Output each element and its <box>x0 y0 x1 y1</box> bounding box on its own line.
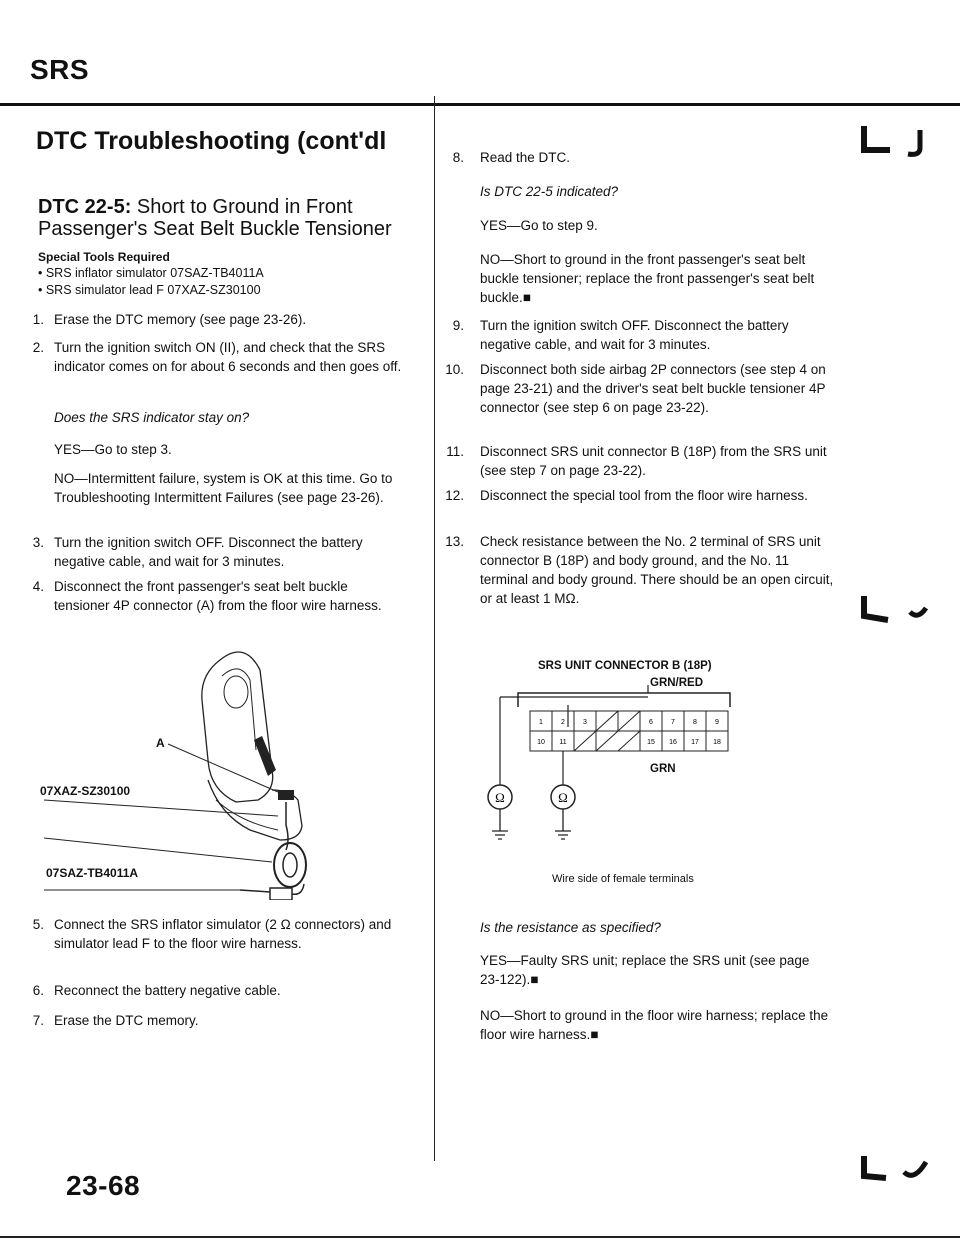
step8-question: Is DTC 22-5 indicated? <box>480 184 619 199</box>
step-text: Turn the ignition switch OFF. Disconnect the battery negative cable, and wait for 3 minutes. <box>54 535 363 569</box>
step-number: 3. <box>32 535 44 550</box>
dtc-heading <box>38 196 392 240</box>
pin-3: 3 <box>583 719 587 726</box>
step-text: Read the DTC. <box>480 150 571 165</box>
pin-8: 8 <box>693 719 697 726</box>
pin-18: 18 <box>713 739 721 746</box>
footer-rule <box>0 1236 960 1238</box>
step-text: Disconnect the front passenger's seat belt buckle tensioner 4P connector (A) from the floor wire harness. <box>54 579 382 613</box>
step-number: 7. <box>32 1013 44 1028</box>
label-simulator: 07SAZ-TB4011A <box>46 866 139 880</box>
pin-6: 6 <box>649 719 653 726</box>
step-number: 12. <box>445 488 464 503</box>
step-5 <box>20 915 404 975</box>
step-number: 2. <box>32 340 44 355</box>
corner-mark-icon <box>860 1150 940 1190</box>
step2-question: Does the SRS indicator stay on? <box>54 410 250 425</box>
corner-mark-icon <box>860 590 940 630</box>
step-number: 6. <box>32 983 44 998</box>
dtc-code: DTC 22-5: <box>38 196 132 218</box>
pin-10: 10 <box>537 739 545 746</box>
pin-16: 16 <box>669 739 677 746</box>
pin-1: 1 <box>539 719 543 726</box>
page-number: 23-68 <box>66 1170 141 1201</box>
step8-no: NO—Short to ground in the front passenger's seat belt buckle tensioner; replace the front passenger's seat belt buckle.■ <box>480 252 815 305</box>
step8-yes: YES—Go to step 9. <box>480 218 598 233</box>
step-number: 10. <box>445 362 464 377</box>
step-number: 4. <box>32 579 44 594</box>
step-7 <box>20 1011 404 1031</box>
pin-15: 15 <box>647 739 655 746</box>
step2-no: NO—Intermittent failure, system is OK at this time. Go to Troubleshooting Intermittent Failures (see page 23-26). <box>54 471 393 505</box>
tool-item: • SRS inflator simulator 07SAZ-TB4011A <box>38 266 264 280</box>
svg-text:Ω: Ω <box>495 790 505 805</box>
corner-mark-icon <box>860 120 940 160</box>
step13-yes: YES—Faulty SRS unit; replace the SRS unit (see page 23-122).■ <box>480 953 810 987</box>
step-text: Disconnect SRS unit connector B (18P) from the SRS unit (see step 7 on page 23-22). <box>480 444 827 478</box>
connector-pinout-icon <box>470 685 770 885</box>
connector-title: SRS UNIT CONNECTOR B (18P) <box>538 660 712 672</box>
dtc-desc-line2: Passenger's Seat Belt Buckle Tensioner <box>38 218 392 240</box>
step-number: 9. <box>452 318 464 333</box>
step-text: Erase the DTC memory. <box>54 1013 199 1028</box>
step-text: Connect the SRS inflator simulator (2 Ω connectors) and simulator lead F to the floor wire harness. <box>54 917 392 951</box>
step-8 <box>424 148 834 168</box>
label-a: A <box>156 736 165 750</box>
section-title: SRS <box>30 54 90 85</box>
step-number: 8. <box>452 150 464 165</box>
pin-17: 17 <box>691 739 699 746</box>
step-text: Erase the DTC memory (see page 23-26). <box>54 312 307 327</box>
step13-no: NO—Short to ground in the floor wire harness; replace the floor wire harness.■ <box>480 1008 829 1042</box>
seat-simulator-figure <box>40 640 400 900</box>
header-rule <box>0 103 960 106</box>
pin-9: 9 <box>715 719 719 726</box>
seat-diagram-icon <box>40 640 400 900</box>
column-divider <box>434 96 435 1161</box>
step-number: 1. <box>32 312 44 327</box>
step-text: Check resistance between the No. 2 terminal of SRS unit connector B (18P) and body ground, and the No. 11 terminal and body ground. There should be an open circuit, or at least 1 MΩ. <box>480 534 834 606</box>
wire-grn-red: GRN/RED <box>650 677 704 689</box>
step-9 <box>424 316 834 356</box>
step-text: Disconnect both side airbag 2P connectors (see step 4 on page 23-21) and the driver's seat belt buckle tensioner 4P connector (see step 6 on page 23-22). <box>480 362 826 415</box>
step-1 <box>20 310 404 330</box>
connector-diagram <box>470 677 770 885</box>
pin-11: 11 <box>559 739 567 746</box>
tools-heading: Special Tools Required <box>38 250 170 264</box>
step-10 <box>424 360 834 440</box>
step-text: Turn the ignition switch OFF. Disconnect the battery negative cable, and wait for 3 minutes. <box>480 318 789 352</box>
pin-2: 2 <box>561 719 565 726</box>
step-number: 5. <box>32 917 44 932</box>
step-13 <box>424 532 834 612</box>
step13-question: Is the resistance as specified? <box>480 920 661 935</box>
wire-grn: GRN <box>650 763 676 775</box>
dtc-desc-line1: Short to Ground in Front <box>136 196 353 218</box>
page-title: DTC Troubleshooting (cont'dl <box>36 127 387 155</box>
pin-7: 7 <box>671 719 675 726</box>
step-11 <box>424 442 834 482</box>
tool-item: • SRS simulator lead F 07XAZ-SZ30100 <box>38 283 261 297</box>
step-12 <box>424 486 834 526</box>
label-lead: 07XAZ-SZ30100 <box>40 784 131 798</box>
step-2 <box>20 338 404 398</box>
step-text: Turn the ignition switch ON (II), and check that the SRS indicator comes on for about 6 seconds and then goes off. <box>54 340 402 374</box>
connector-caption: Wire side of female terminals <box>552 873 694 885</box>
step-3 <box>20 533 404 573</box>
step-text: Disconnect the special tool from the floor wire harness. <box>480 488 808 503</box>
svg-text:Ω: Ω <box>558 790 568 805</box>
step-number: 13. <box>445 534 464 549</box>
step-6 <box>20 981 404 1001</box>
step-4 <box>20 577 404 637</box>
step2-yes: YES—Go to step 3. <box>54 442 172 457</box>
step-number: 11. <box>446 444 464 459</box>
step-text: Reconnect the battery negative cable. <box>54 983 281 998</box>
